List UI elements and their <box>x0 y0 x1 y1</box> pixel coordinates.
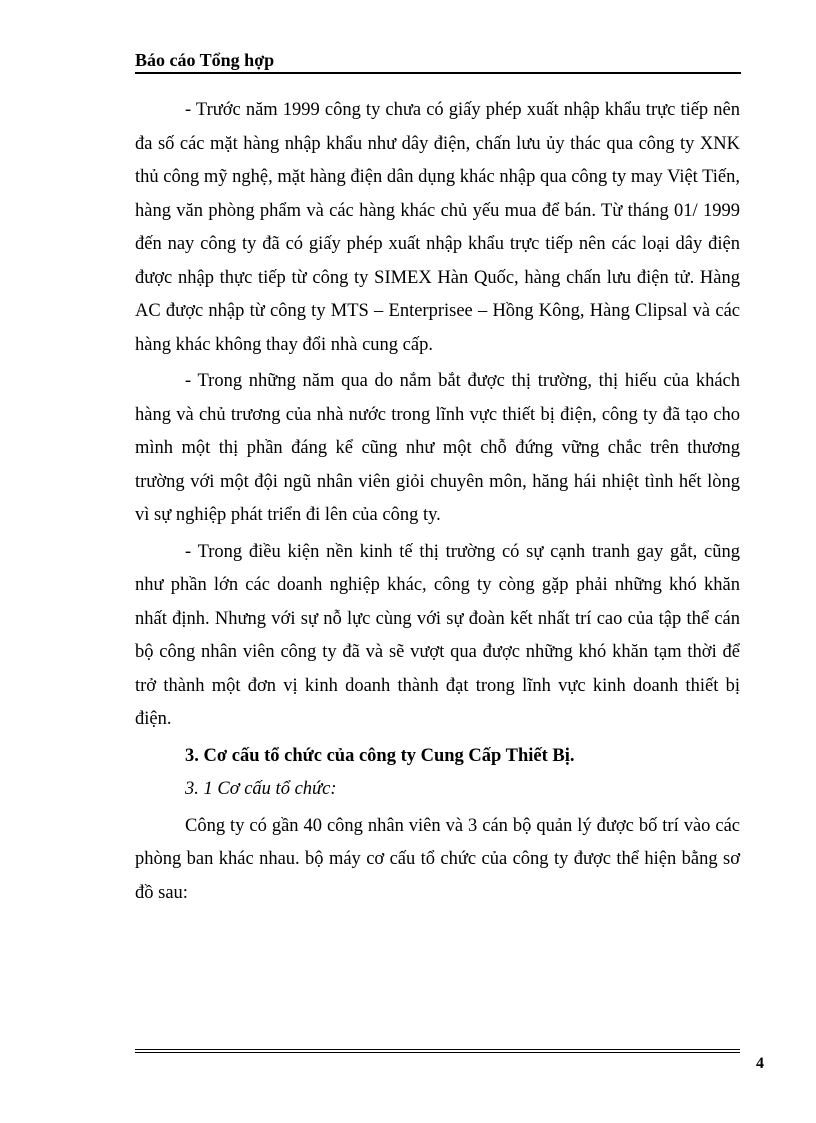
header-title: Báo cáo Tổng hợp <box>135 50 275 70</box>
paragraph-competition: - Trong điều kiện nền kinh tế thị trường có sự cạnh tranh gay gắt, cũng như phần lớn các doanh nghiệp khác, công ty còng gặp phải những khó khăn nhất định. Nhưng với sự nỗ lực cùng với sự đoàn kết nhất trí cao của tập thể cán bộ công nhân viên công ty đã và sẽ vượt qua được những khó khăn tạm thời để trở thành một đơn vị kinh doanh thành đạt trong lĩnh vực kinh doanh thiết bị điện. <box>135 541 740 729</box>
paragraph-import-history: - Trước năm 1999 công ty chưa có giấy phép xuất nhập khẩu trực tiếp nên đa số các mặt hàng nhập khẩu như dây điện, chấn lưu ủy thác qua công ty XNK thủ công mỹ nghệ, mặt hàng điện dân dụng khác nhập qua công ty may Việt Tiến, hàng văn phòng phẩm và các hàng khác chủ yếu mua để bán. Từ tháng 01/ 1999 đến nay công ty đã có giấy phép xuất nhập khẩu trực tiếp nên các loại dây điện được nhập thực tiếp từ công ty SIMEX Hàn Quốc, hàng chấn lưu điện tử. Hàng AC được nhập từ công ty MTS – Enterprisee – Hồng Kông, Hàng Clipsal và các hàng khác không thay đổi nhà cung cấp. <box>135 100 740 355</box>
page-body <box>135 94 740 910</box>
page-header <box>135 48 741 74</box>
footer-rule-top <box>135 1049 740 1050</box>
footer-rule-bottom <box>135 1052 740 1053</box>
paragraph-market-position: - Trong những năm qua do nắm bắt được thị trường, thị hiếu của khách hàng và chủ trương của nhà nước trong lĩnh vực thiết bị điện, công ty đã tạo cho mình một thị phần đáng kể cũng như một chỗ đứng vững chắc trên thương trường với một đội ngũ nhân viên giỏi chuyên môn, hăng hái nhiệt tình hết lòng vì sự nghiệp phát triển đi lên của công ty. <box>135 371 740 525</box>
section-heading: 3. Cơ cấu tổ chức của công ty Cung Cấp Thiết Bị. <box>185 745 575 766</box>
paragraph-org-structure: Công ty có gần 40 công nhân viên và 3 cán bộ quản lý được bố trí vào các phòng ban khác nhau. bộ máy cơ cấu tổ chức của công ty được thể hiện bằng sơ đồ sau: <box>135 815 740 903</box>
subsection-heading: 3. 1 Cơ cấu tổ chức: <box>185 779 337 799</box>
page-number: 4 <box>756 1055 764 1072</box>
